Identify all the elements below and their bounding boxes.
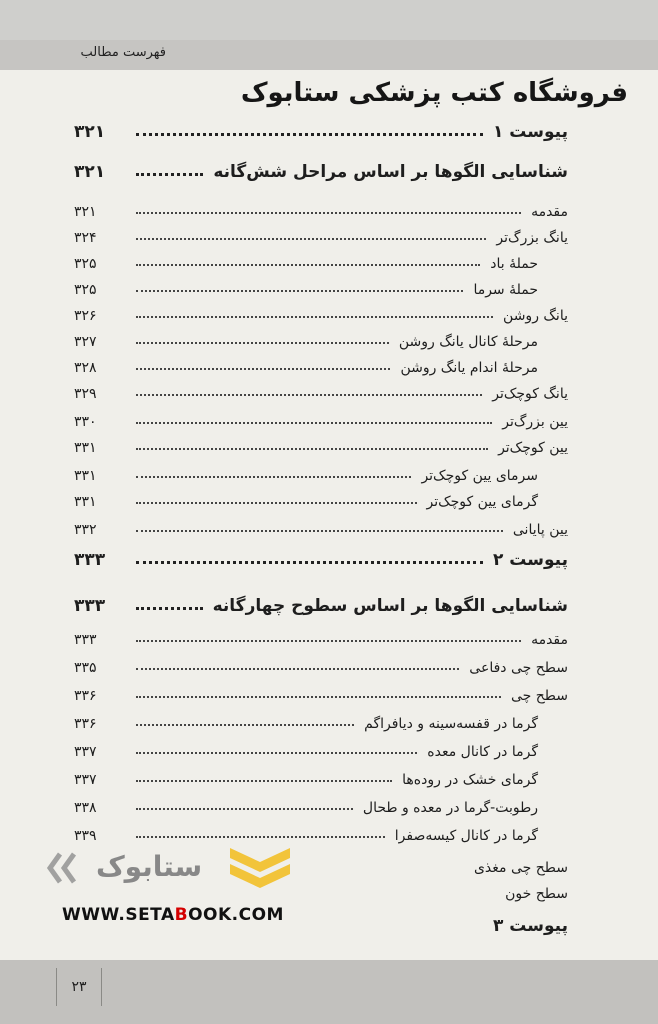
toc-leader-dots	[136, 238, 486, 240]
store-title: فروشگاه کتب پزشکی ستابوک	[240, 78, 628, 108]
toc-entry	[74, 378, 568, 402]
toc-leader-dots	[136, 752, 417, 754]
toc-leader-dots	[136, 316, 493, 318]
toc-entry	[74, 248, 538, 272]
toc-label: شناسایی الگوها بر اساس سطوح چهارگانه	[212, 596, 568, 616]
toc-leader-dots	[136, 668, 459, 670]
toc-page-number: ۳۲۶	[74, 308, 97, 324]
toc-page-number: ۳۲۷	[74, 334, 97, 350]
toc-label: سطح چی مغذی	[473, 860, 568, 876]
toc-page-number: ۳۲۸	[74, 360, 97, 376]
toc-page-number: ۳۳۱	[74, 440, 97, 456]
toc-label: سطح خون	[505, 886, 568, 902]
toc-page-number: ۳۳۰	[74, 414, 97, 430]
toc-leader-dots	[136, 264, 480, 266]
toc-entry	[74, 432, 568, 456]
toc-page-number: ۳۲۱	[74, 162, 106, 182]
toc-label: یانگ بزرگ‌تر	[496, 230, 568, 246]
toc-entry	[74, 352, 538, 376]
toc-page-number: ۳۳۹	[74, 828, 97, 844]
toc-label: یین کوچک‌تر	[498, 440, 568, 456]
toc-label: یین بزرگ‌تر	[502, 414, 568, 430]
toc-leader-dots	[136, 476, 411, 478]
toc-leader-dots	[136, 422, 492, 424]
toc-page-number: ۳۲۵	[74, 282, 97, 298]
toc-entry	[74, 460, 538, 484]
toc-leader-dots	[136, 724, 354, 726]
toc-entry	[74, 274, 538, 298]
toc-label: پیوست ۱	[492, 122, 568, 142]
toc-label: مرحلهٔ کانال یانگ روشن	[398, 334, 538, 350]
toc-entry	[74, 708, 538, 732]
toc-page-number: ۳۲۴	[74, 230, 97, 246]
toc-entry	[74, 326, 538, 350]
toc-entry	[74, 514, 568, 538]
toc-leader-dots	[136, 448, 488, 450]
toc-page-number: ۳۳۸	[74, 800, 97, 816]
toc-label: گرمای خشک در روده‌ها	[402, 772, 538, 788]
toc-page-number: ۳۲۵	[74, 256, 97, 272]
toc-label: رطوبت-گرما در معده و طحال	[362, 800, 538, 816]
toc-entry	[74, 736, 538, 760]
toc-page-number: ۳۳۳	[74, 550, 106, 570]
toc-label: مقدمه	[531, 632, 568, 648]
toc-entry	[74, 222, 568, 246]
toc-leader-dots	[136, 342, 389, 344]
toc-leader-dots	[136, 640, 521, 642]
toc-label: حملهٔ باد	[490, 256, 538, 272]
toc-label: گرما در کانال معده	[427, 744, 538, 760]
toc-leader-dots	[136, 836, 385, 838]
toc-label: گرما در کانال کیسه‌صفرا	[394, 828, 538, 844]
toc-entry	[74, 792, 538, 816]
toc-leader-dots	[136, 394, 482, 396]
toc-label: پیوست ۲	[492, 550, 568, 570]
watermark-url: WWW.SETABOOK.COM	[62, 905, 284, 925]
toc-leader-dots	[136, 780, 392, 782]
toc-label: شناسایی الگوها بر اساس مراحل شش‌گانه	[213, 162, 568, 182]
toc-leader-dots	[136, 502, 417, 504]
toc-page-number: ۳۳۱	[74, 468, 97, 484]
toc-label: حملهٔ سرما	[473, 282, 538, 298]
toc-label: سطح چی	[510, 688, 568, 704]
section-title: فهرست مطالب	[80, 45, 166, 60]
toc-entry	[74, 300, 568, 324]
toc-page-number: ۳۲۱	[74, 122, 106, 142]
toc-page-number: ۳۳۵	[74, 660, 97, 676]
toc-leader-dots	[136, 173, 203, 176]
toc-label: گرمای یین کوچک‌تر	[426, 494, 538, 510]
toc-leader-dots	[136, 808, 353, 810]
toc-label: یانگ کوچک‌تر	[492, 386, 568, 402]
toc-entry	[74, 406, 568, 430]
toc-leader-dots	[136, 607, 203, 610]
toc-leader-dots	[136, 530, 503, 532]
toc-label: مرحلهٔ اندام یانگ روشن	[400, 360, 538, 376]
toc-leader-dots	[136, 696, 501, 698]
toc-page-number: ۳۳۳	[74, 596, 106, 616]
page-number: ۲۳	[56, 968, 102, 1006]
toc-heading	[74, 158, 568, 182]
page-top-edge	[0, 0, 658, 40]
toc-page-number: ۳۳۳	[74, 632, 97, 648]
toc-label: گرما در قفسه‌سینه و دیافراگم	[364, 716, 538, 732]
toc-entry	[74, 196, 568, 220]
toc-leader-dots	[136, 133, 483, 136]
toc-heading	[74, 592, 568, 616]
toc-page-number: ۳۳۱	[74, 494, 97, 510]
toc-entry	[74, 652, 568, 676]
toc-entry	[74, 624, 568, 648]
toc-heading	[74, 546, 568, 570]
toc-page-number: ۳۳۶	[74, 688, 97, 704]
toc-page-number: ۳۲۹	[74, 386, 97, 402]
toc-heading	[74, 118, 568, 142]
toc-leader-dots	[136, 368, 390, 370]
toc-entry	[74, 764, 538, 788]
toc-label: سطح چی دفاعی	[469, 660, 568, 676]
toc-label: سرمای یین کوچک‌تر	[421, 468, 538, 484]
toc-leader-dots	[136, 561, 483, 564]
toc-page-number: ۳۳۶	[74, 716, 97, 732]
toc-entry	[74, 680, 568, 704]
toc-label: مقدمه	[531, 204, 568, 220]
toc-label: پیوست ۳	[492, 916, 568, 936]
toc-page-number: ۳۳۷	[74, 744, 97, 760]
toc-page-number: ۳۳۷	[74, 772, 97, 788]
toc-page-number: ۳۳۲	[74, 522, 97, 538]
toc-leader-dots	[136, 212, 521, 214]
toc-label: یین پایانی	[512, 522, 568, 538]
toc-page-number: ۳۲۱	[74, 204, 97, 220]
toc-leader-dots	[136, 290, 463, 292]
watermark-brand: ستابوک	[96, 850, 203, 883]
toc-label: یانگ روشن	[503, 308, 568, 324]
toc-entry	[74, 486, 538, 510]
